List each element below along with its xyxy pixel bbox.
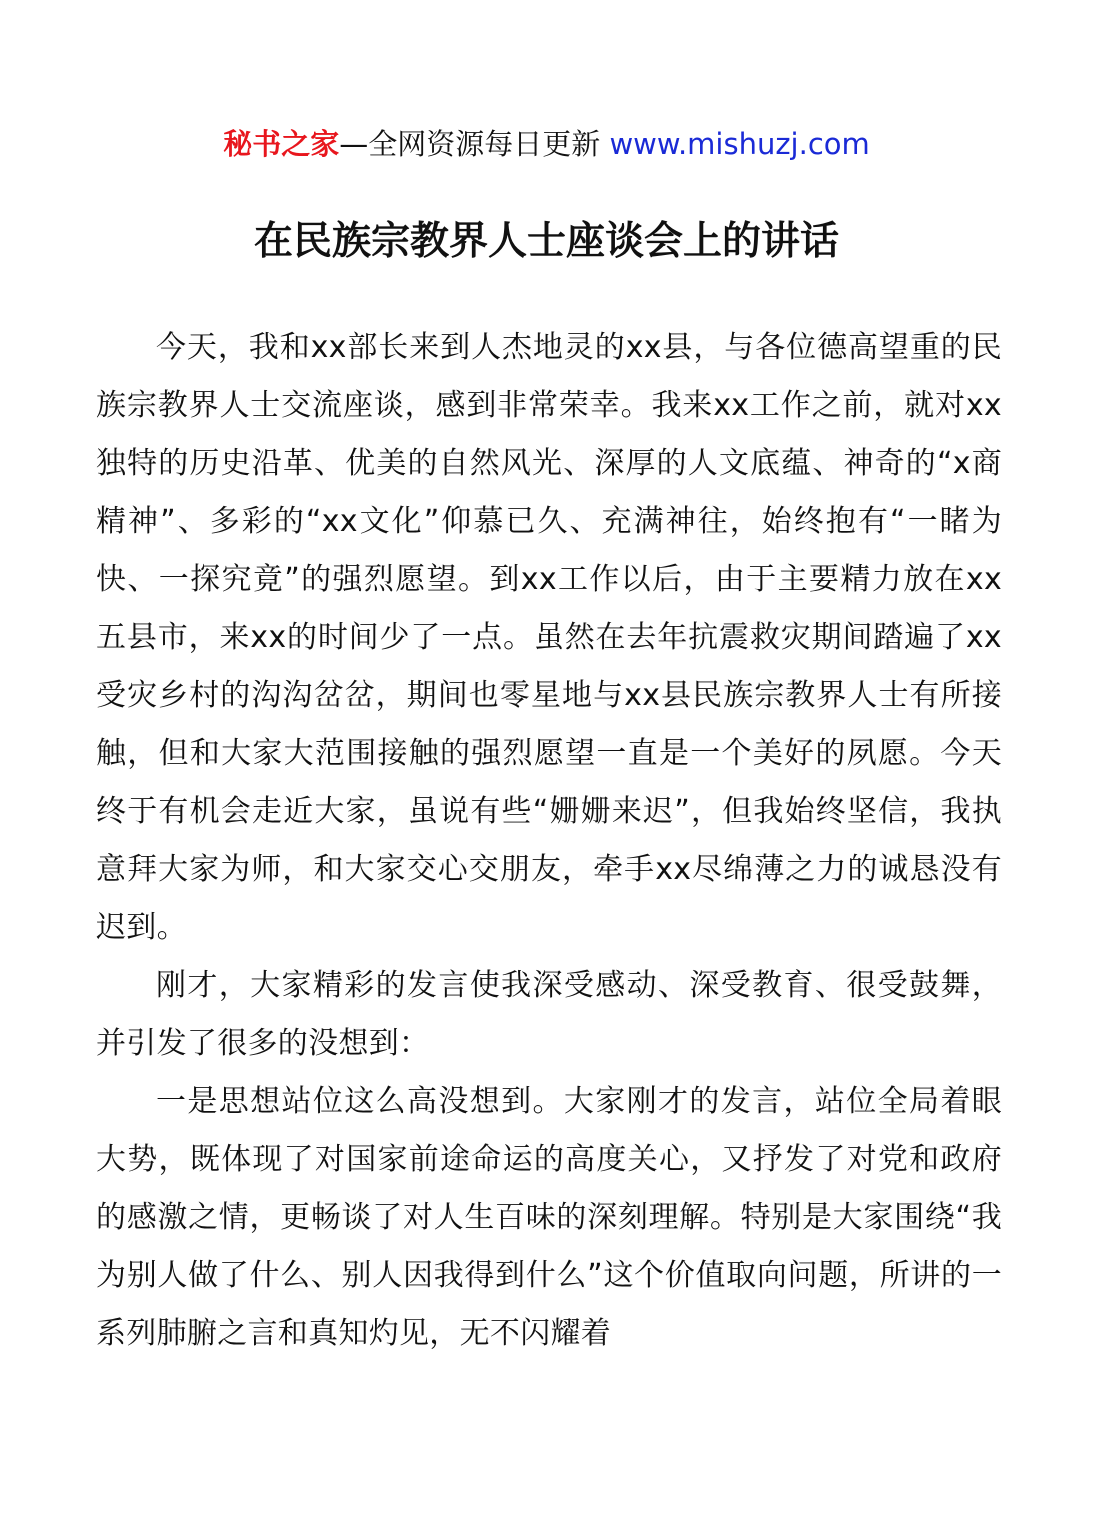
paragraph: 刚才，大家精彩的发言使我深受感动、深受教育、很受鼓舞，并引发了很多的没想到： bbox=[96, 968, 1002, 1061]
document-title: 在民族宗教界人士座谈会上的讲话 bbox=[253, 219, 839, 264]
paragraph: 今天，我和xx部长来到人杰地灵的xx县，与各位德高望重的民族宗教界人士交流座谈，感到非常荣幸。我来xx工作之前，就对xx独特的历史沿革、优美的自然风光、深厚的人文底蕴、神奇的“x商精神”、多彩的“xx文化”仰慕已久、充满神往，始终抱有“一睹为快、一探究竟”的强烈愿望。到xx工作以后，由于主要精力放在xx五县市，来xx的时间少了一点。虽然在去年抗震救灾期间踏遍了xx受灾乡村的沟沟岔岔，期间也零星地与xx县民族宗教界人士有所接触，但和大家大范围接触的强烈愿望一直是一个美好的夙愿。今天终于有机会走近大家，虽说有些“姗姗来迟”，但我始终坚信，我执意拜大家为师，和大家交心交朋友，牵手xx尽绵薄之力的诚恳没有迟到。 bbox=[96, 330, 1002, 945]
header-slogan: —全网资源每日更新 bbox=[339, 127, 601, 161]
brand-name: 秘书之家 bbox=[223, 127, 340, 161]
paragraph: 一是思想站位这么高没想到。大家刚才的发言，站位全局着眼大势，既体现了对国家前途命运的高度关心，又抒发了对党和政府的感激之情，更畅谈了对人生百味的深刻理解。特别是大家围绕“我为别人做了什么、别人因我得到什么”这个价值取向问题，所讲的一系列肺腑之言和真知灼见，无不闪耀着 bbox=[96, 1084, 1002, 1351]
header-url[interactable]: www.mishuzj.com bbox=[609, 127, 870, 161]
site-header bbox=[0, 118, 1093, 170]
document-body bbox=[96, 319, 1002, 1363]
